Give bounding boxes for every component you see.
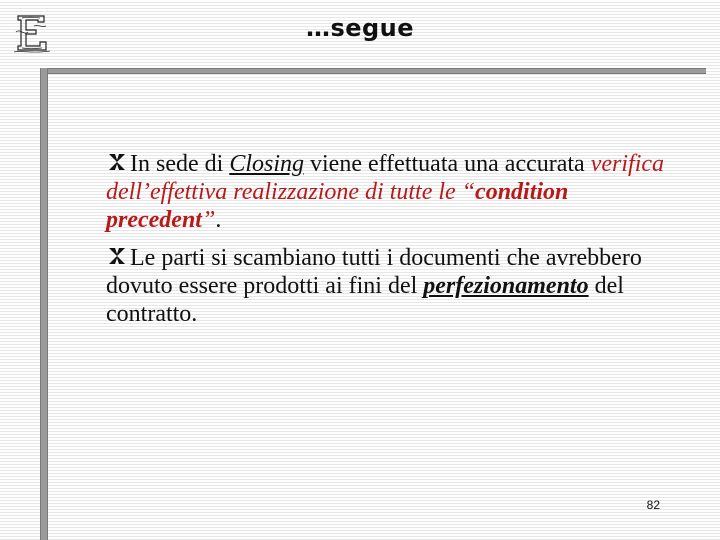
diamond-bullet-icon [106, 151, 128, 171]
para2-run-3: del contratto. [106, 273, 624, 327]
bullet-paragraph-2 [106, 244, 666, 328]
para1-run-1: In sede di [130, 151, 230, 177]
para1-closing: Closing [229, 151, 304, 177]
bullet-paragraph-1 [106, 150, 666, 234]
slide-body [106, 150, 666, 338]
frame-left-bar [40, 68, 48, 540]
para1-condition-precedent: condition precedent [106, 179, 569, 233]
slide-title: …segue [305, 14, 415, 42]
para1-period: . [215, 207, 222, 233]
frame-top-bar [40, 68, 706, 74]
para1-verifica: verifica dell’effettiva realizzazione di tutte le “ [106, 151, 665, 205]
para2-run-1: Le parti si scambiano tutti i documenti che avrebbero dovuto essere prodotti ai fini del [106, 245, 642, 299]
para2-perfezionamento: perfezionamento [423, 273, 589, 299]
para1-close-quote: ” [201, 207, 216, 233]
page-number: 82 [646, 498, 660, 512]
para1-run-3: viene effettuata una accurata [304, 151, 591, 177]
diamond-bullet-icon [106, 245, 128, 265]
